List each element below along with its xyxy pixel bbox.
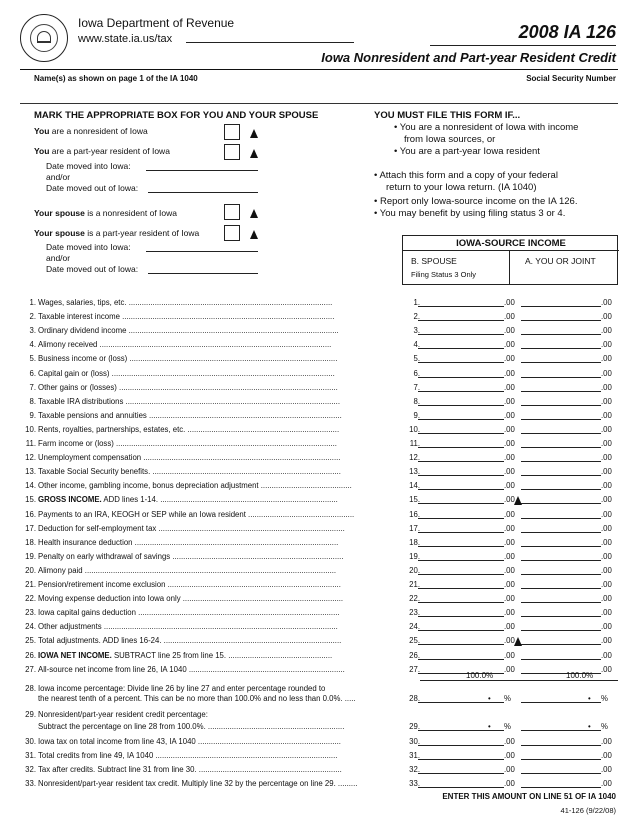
line-row: 5. Business income or (loss) ................................................................................................ 5. .00 .00 [29, 354, 612, 364]
line-29: 29. Nonresident/part-year resident credit percentage: [25, 710, 208, 719]
line-row: 25. Total adjustments. ADD lines 16-24. .................................................................................. 25. .00 .00 [25, 636, 612, 646]
line-row: 32. Tax after credits. Subtract line 31 from line 30. .................................................................. 32. .00 .00 [25, 765, 612, 774]
you-amount-field[interactable] [521, 503, 601, 504]
must-file-heading: YOU MUST FILE THIS FORM IF... [374, 110, 521, 121]
you-amount-field[interactable] [521, 334, 601, 335]
line-row: 14. Other income, gambling income, bonus depreciation adjustment .......................................... 14. .00 .00 [25, 481, 612, 491]
you-amount-field[interactable] [521, 475, 601, 476]
you-amount-field[interactable] [521, 377, 601, 378]
line-row: 10. Rents, royalties, partnerships, estates, etc. ...................................................................... 10. .00 .00 [25, 424, 612, 434]
you-part-year-label: You are a part-year resident of Iowa [34, 146, 170, 156]
spouse-amount-field[interactable] [418, 391, 504, 392]
you-amount-field[interactable] [521, 560, 601, 561]
moved-out-label: Date moved out of Iowa: [46, 183, 139, 193]
spouse-amount-field[interactable] [418, 348, 504, 349]
column-b-header: B. SPOUSE [411, 256, 457, 266]
spouse-amount-field[interactable] [418, 546, 504, 547]
bullet-text: • Attach this form and a copy of your federal [374, 170, 558, 181]
moved-in-date-field[interactable] [146, 170, 258, 171]
moved-in-label: Date moved into Iowa: [46, 161, 131, 171]
you-amount-field[interactable] [521, 644, 601, 645]
ssn-label: Social Security Number [526, 74, 616, 83]
revision-code: 41-126 (9/22/08) [560, 806, 616, 815]
line-row: 21. Pension/retirement income exclusion ................................................................................ 21. .00 .00 [25, 580, 612, 589]
spouse-amount-field[interactable] [418, 489, 504, 490]
bullet-text: return to your Iowa return. (IA 1040) [386, 182, 537, 193]
line-row: 22. Moving expense deduction into Iowa only .......................................................................... 22. .00 .00 [25, 594, 612, 604]
you-amount-field[interactable] [521, 532, 601, 533]
line-row: 7. Other gains or (losses) ..................................................................................................... 7. .00 .00 [29, 382, 612, 392]
line-row: 8. Taxable IRA distributions ................................................................................................... 8. .00 .00 [29, 396, 612, 406]
spouse-amount-field[interactable] [418, 759, 504, 760]
line-row: 13. Taxable Social Security benefits. ....................................................................................... 13. .00 .00 [25, 467, 612, 477]
name-field[interactable] [20, 86, 490, 102]
line-row: 17. Deduction for self-employment tax ...................................................................................... 17. .00 .00 [25, 523, 612, 533]
iowa-source-income-heading: IOWA-SOURCE INCOME [456, 238, 566, 249]
ssn-field[interactable] [490, 86, 618, 102]
you-amount-field[interactable] [521, 447, 601, 448]
line-row: 24. Other adjustments ............................................................................................................ 24. .00 .00 [25, 622, 612, 632]
arrow-icon [250, 129, 258, 138]
divider [420, 680, 618, 681]
spouse-amount-field[interactable] [418, 773, 504, 774]
spouse-amount-field[interactable] [418, 616, 504, 617]
line-row: 20. Alimony paid .................................................................................................................... 20. .00 .00 [25, 565, 612, 575]
you-amount-field[interactable] [521, 787, 601, 788]
you-amount-field[interactable] [521, 362, 601, 363]
website-link[interactable]: www.state.ia.us/tax [78, 33, 173, 45]
form-id: 2008 IA 126 [518, 22, 616, 42]
spouse-amount-field[interactable] [418, 419, 504, 420]
spouse-amount-field[interactable] [418, 334, 504, 335]
column-b-percent: 100.0% [466, 671, 494, 680]
arrow-icon [250, 209, 258, 218]
spouse-moved-out-date-field[interactable] [148, 273, 258, 274]
you-amount-field[interactable] [521, 419, 601, 420]
moved-in-label: Date moved into Iowa: [46, 242, 131, 252]
department-name: Iowa Department of Revenue [78, 16, 235, 30]
line-row: 18. Health insurance deduction .............................................................................................. 18. .00 .00 [25, 537, 612, 547]
spouse-amount-field[interactable] [418, 306, 504, 307]
line-row: 15. GROSS INCOME. ADD lines 1-14. .................................................................................. 15. .00 .00 [25, 495, 612, 505]
line-28-b-field[interactable] [418, 702, 504, 703]
divider [20, 69, 618, 70]
arrow-icon [250, 230, 258, 239]
spouse-amount-field[interactable] [418, 588, 504, 589]
spouse-amount-field[interactable] [418, 405, 504, 406]
line-row: 11. Farm income or (loss) ...................................................................................................... 11. .00 .00 [25, 439, 612, 448]
bullet-text: • Report only Iowa-source income on the IA 126. [374, 196, 578, 207]
column-a-percent: 100.0% [566, 671, 594, 680]
you-nonresident-checkbox[interactable] [224, 124, 240, 140]
line-29-cont: Subtract the percentage on line 28 from 100.0%. ............................................................... 29. • % • % [38, 722, 608, 731]
spouse-amount-field[interactable] [418, 475, 504, 476]
you-amount-field[interactable] [521, 659, 601, 660]
enter-amount-note: ENTER THIS AMOUNT ON LINE 51 OF IA 1040 [442, 792, 616, 801]
line-row: 27. All-source net income from line 26, IA 1040 ........................................................................ 27. .00 .00 [25, 664, 612, 674]
you-amount-field[interactable] [521, 546, 601, 547]
andor-label: and/or [46, 253, 71, 263]
bullet-text: from Iowa sources, or [404, 134, 496, 145]
you-amount-field[interactable] [521, 773, 601, 774]
you-amount-field[interactable] [521, 320, 601, 321]
line-row: 16. Payments to an IRA, KEOGH or SEP while an Iowa resident ................................................. 16. .00 .00 [25, 509, 612, 519]
spouse-amount-field[interactable] [418, 320, 504, 321]
divider [20, 103, 618, 104]
line-row: 2. Taxable interest income .................................................................................................. 2. .00 .00 [29, 312, 612, 322]
form-title: Iowa Nonresident and Part-year Resident Credit [321, 50, 616, 65]
line-28: 28. Iowa income percentage: Divide line 26 by line 27 and enter percentage rounded to [25, 684, 326, 693]
spouse-amount-field[interactable] [418, 644, 504, 645]
line-row: 6. Capital gain or (loss) ....................................................................................................... 6. .00 .00 [29, 368, 612, 378]
line-row: 12. Unemployment compensation ........................................................................................... 12. .00 .00 [25, 453, 612, 463]
spouse-amount-field[interactable] [418, 560, 504, 561]
spouse-nonresident-label: Your spouse is a nonresident of Iowa [34, 208, 177, 218]
you-amount-field[interactable] [521, 602, 601, 603]
you-amount-field[interactable] [521, 489, 601, 490]
you-part-year-checkbox[interactable] [224, 144, 240, 160]
form-id-rule [430, 45, 616, 46]
arrow-icon [250, 149, 258, 158]
spouse-amount-field[interactable] [418, 602, 504, 603]
mark-box-heading: MARK THE APPROPRIATE BOX FOR YOU AND YOUR SPOUSE [34, 110, 319, 121]
line-row: 4. Alimony received ........................................................................................................... 4. .00 .00 [29, 340, 612, 350]
spouse-nonresident-checkbox[interactable] [224, 204, 240, 220]
name-label: Name(s) as shown on page 1 of the IA 1040 [34, 74, 198, 83]
spouse-moved-in-date-field[interactable] [146, 251, 258, 252]
line-row: 26. IOWA NET INCOME. SUBTRACT line 25 from line 15. ................................................ 26. .00 .00 [25, 650, 612, 660]
you-amount-field[interactable] [521, 348, 601, 349]
line-row: 1. Wages, salaries, tips, etc. .............................................................................................. 1. .00 .00 [29, 298, 612, 307]
spouse-amount-field[interactable] [418, 787, 504, 788]
line-row: 9. Taxable pensions and annuities ......................................................................................... 9. .00 .00 [29, 410, 612, 420]
bullet-text: • You are a nonresident of Iowa with income [394, 122, 579, 133]
column-b-subheader: Filing Status 3 Only [411, 270, 477, 279]
you-amount-field[interactable] [521, 433, 601, 434]
you-amount-field[interactable] [521, 461, 601, 462]
you-amount-field[interactable] [521, 518, 601, 519]
bullet-text: • You may benefit by using filing status 3 or 4. [374, 208, 566, 219]
spouse-amount-field[interactable] [418, 630, 504, 631]
line-28-cont: the nearest tenth of a percent. This can be no more than 100.0% and no less than 0.0%. ..... 28. • % • % [38, 694, 608, 703]
bullet-text: • You are a part-year Iowa resident [394, 146, 540, 157]
line-row: 19. Penalty on early withdrawal of savings ............................................................................... 19. .00 .00 [25, 551, 612, 561]
spouse-amount-field[interactable] [418, 532, 504, 533]
you-amount-field[interactable] [521, 405, 601, 406]
line-row: 23. Iowa capital gains deduction ............................................................................................. 23. .00 .00 [25, 608, 612, 618]
you-amount-field[interactable] [521, 616, 601, 617]
spouse-amount-field[interactable] [418, 574, 504, 575]
line-row: 3. Ordinary dividend income ................................................................................................. 3. .00 .00 [29, 326, 612, 336]
spouse-amount-field[interactable] [418, 745, 504, 746]
spouse-amount-field[interactable] [418, 461, 504, 462]
spouse-amount-field[interactable] [418, 433, 504, 434]
you-amount-field[interactable] [521, 588, 601, 589]
iowa-seal-logo [20, 14, 68, 62]
iowa-source-income-box [402, 235, 618, 285]
spouse-amount-field[interactable] [418, 377, 504, 378]
line-row: 33. Nonresident/part-year resident tax credit. Multiply line 32 by the percentage on line 29. ......... 33. .00 .00 [25, 779, 612, 788]
spouse-amount-field[interactable] [418, 659, 504, 660]
andor-label: and/or [46, 172, 71, 182]
you-amount-field[interactable] [521, 306, 601, 307]
you-nonresident-label: You are a nonresident of Iowa [34, 126, 148, 136]
column-a-header: A. YOU OR JOINT [525, 256, 596, 266]
line-row: 31. Total credits from line 49, IA 1040 .................................................................................... 31. .00 .00 [25, 751, 612, 760]
spouse-part-year-label: Your spouse is a part-year resident of Iowa [34, 228, 200, 238]
spouse-amount-field[interactable] [418, 362, 504, 363]
moved-out-label: Date moved out of Iowa: [46, 264, 139, 274]
you-amount-field[interactable] [521, 745, 601, 746]
you-amount-field[interactable] [521, 391, 601, 392]
spouse-amount-field[interactable] [418, 447, 504, 448]
spouse-amount-field[interactable] [418, 503, 504, 504]
line-29-b-field[interactable] [418, 730, 504, 731]
you-amount-field[interactable] [521, 630, 601, 631]
spouse-part-year-checkbox[interactable] [224, 225, 240, 241]
moved-out-date-field[interactable] [148, 192, 258, 193]
spouse-amount-field[interactable] [418, 518, 504, 519]
you-amount-field[interactable] [521, 759, 601, 760]
you-amount-field[interactable] [521, 574, 601, 575]
line-row: 30. Iowa tax on total income from line 43, IA 1040 .................................................................. 30. .00 .00 [25, 737, 612, 746]
header-rule [186, 42, 354, 43]
